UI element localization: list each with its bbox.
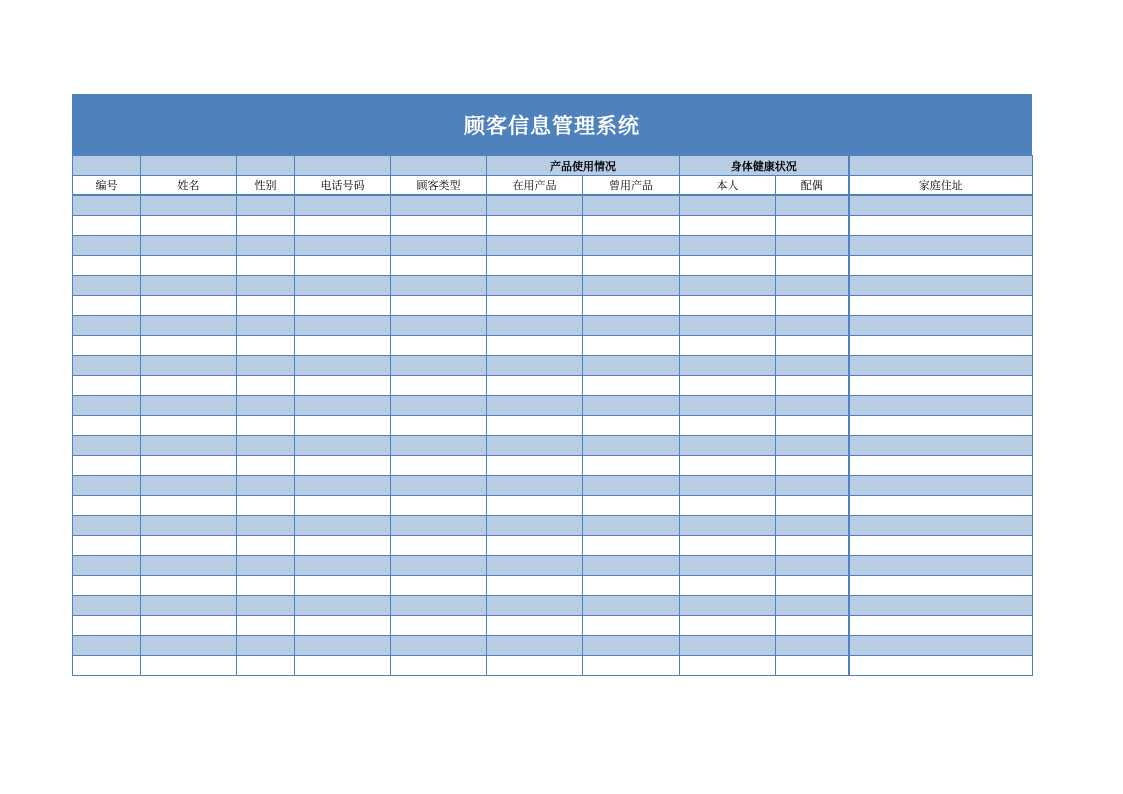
cell-phone[interactable] <box>295 256 391 276</box>
table-row <box>73 536 1033 556</box>
cell-id[interactable] <box>73 236 141 256</box>
cell-past-product[interactable] <box>583 476 680 496</box>
cell-self[interactable] <box>680 376 776 396</box>
cell-id[interactable] <box>73 416 141 436</box>
cell-self[interactable] <box>680 616 776 636</box>
cell-home-address[interactable] <box>849 636 1033 656</box>
cell-id[interactable] <box>73 396 141 416</box>
cell-id[interactable] <box>73 456 141 476</box>
cell-gender[interactable] <box>237 636 295 656</box>
cell-phone[interactable] <box>295 296 391 316</box>
cell-current-product[interactable] <box>487 376 583 396</box>
column-header-home-address[interactable]: 家庭住址 <box>849 176 1033 196</box>
cell-phone[interactable] <box>295 336 391 356</box>
cell-home-address[interactable] <box>849 296 1033 316</box>
cell-name[interactable] <box>141 556 237 576</box>
cell-current-product[interactable] <box>487 496 583 516</box>
cell-past-product[interactable] <box>583 195 680 216</box>
cell-name[interactable] <box>141 316 237 336</box>
cell-current-product[interactable] <box>487 436 583 456</box>
cell-current-product[interactable] <box>487 616 583 636</box>
cell-customer-type[interactable] <box>391 656 487 676</box>
cell-past-product[interactable] <box>583 616 680 636</box>
cell-current-product[interactable] <box>487 556 583 576</box>
cell-self[interactable] <box>680 636 776 656</box>
cell-current-product[interactable] <box>487 536 583 556</box>
cell-phone[interactable] <box>295 456 391 476</box>
cell-customer-type[interactable] <box>391 476 487 496</box>
cell-customer-type[interactable] <box>391 516 487 536</box>
table-row <box>73 576 1033 596</box>
cell-gender[interactable] <box>237 656 295 676</box>
cell-home-address[interactable] <box>849 616 1033 636</box>
cell-spouse[interactable] <box>776 576 849 596</box>
cell-past-product[interactable] <box>583 456 680 476</box>
table-row <box>73 496 1033 516</box>
cell-spouse[interactable] <box>776 316 849 336</box>
cell-past-product[interactable] <box>583 296 680 316</box>
cell-name[interactable] <box>141 516 237 536</box>
cell-gender[interactable] <box>237 576 295 596</box>
cell-customer-type[interactable] <box>391 276 487 296</box>
cell-phone[interactable] <box>295 316 391 336</box>
cell-phone[interactable] <box>295 376 391 396</box>
cell-phone[interactable] <box>295 476 391 496</box>
cell-home-address[interactable] <box>849 596 1033 616</box>
cell-name[interactable] <box>141 396 237 416</box>
cell-current-product[interactable] <box>487 256 583 276</box>
cell-name[interactable] <box>141 276 237 296</box>
column-header-name[interactable]: 姓名 <box>141 176 237 196</box>
cell-spouse[interactable] <box>776 436 849 456</box>
sheet-title: 顾客信息管理系统 <box>464 112 640 138</box>
cell-current-product[interactable] <box>487 476 583 496</box>
cell-self[interactable] <box>680 436 776 456</box>
cell-self[interactable] <box>680 276 776 296</box>
cell-customer-type[interactable] <box>391 596 487 616</box>
cell-spouse[interactable] <box>776 656 849 676</box>
cell-self[interactable] <box>680 236 776 256</box>
cell-spouse[interactable] <box>776 496 849 516</box>
table-row <box>73 296 1033 316</box>
cell-self[interactable] <box>680 556 776 576</box>
cell-current-product[interactable] <box>487 296 583 316</box>
cell-id[interactable] <box>73 656 141 676</box>
column-header-self[interactable]: 本人 <box>680 176 776 196</box>
cell-gender[interactable] <box>237 556 295 576</box>
cell-name[interactable] <box>141 296 237 316</box>
table-row <box>73 656 1033 676</box>
cell-self[interactable] <box>680 416 776 436</box>
cell-phone[interactable] <box>295 356 391 376</box>
cell-customer-type[interactable] <box>391 336 487 356</box>
cell-home-address[interactable] <box>849 516 1033 536</box>
table-row <box>73 636 1033 656</box>
cell-home-address[interactable] <box>849 436 1033 456</box>
cell-self[interactable] <box>680 256 776 276</box>
cell-name[interactable] <box>141 636 237 656</box>
cell-phone[interactable] <box>295 616 391 636</box>
cell-self[interactable] <box>680 336 776 356</box>
table-row <box>73 396 1033 416</box>
cell-phone[interactable] <box>295 636 391 656</box>
cell-customer-type[interactable] <box>391 556 487 576</box>
cell-current-product[interactable] <box>487 576 583 596</box>
cell-current-product[interactable] <box>487 195 583 216</box>
cell-self[interactable] <box>680 656 776 676</box>
column-header-customer-type[interactable]: 顾客类型 <box>391 176 487 196</box>
cell-self[interactable] <box>680 516 776 536</box>
cell-past-product[interactable] <box>583 356 680 376</box>
cell-home-address[interactable] <box>849 376 1033 396</box>
table-row <box>73 436 1033 456</box>
table-row <box>73 456 1033 476</box>
cell-self[interactable] <box>680 576 776 596</box>
cell-past-product[interactable] <box>583 596 680 616</box>
cell-home-address[interactable] <box>849 396 1033 416</box>
cell-id[interactable] <box>73 336 141 356</box>
cell-id[interactable] <box>73 516 141 536</box>
cell-past-product[interactable] <box>583 436 680 456</box>
cell-home-address[interactable] <box>849 336 1033 356</box>
cell-name[interactable] <box>141 456 237 476</box>
cell-home-address[interactable] <box>849 195 1033 216</box>
cell-customer-type[interactable] <box>391 416 487 436</box>
cell-customer-type[interactable] <box>391 256 487 276</box>
cell-phone[interactable] <box>295 656 391 676</box>
cell-customer-type[interactable] <box>391 456 487 476</box>
cell-spouse[interactable] <box>776 516 849 536</box>
cell-gender[interactable] <box>237 216 295 236</box>
cell-spouse[interactable] <box>776 556 849 576</box>
cell-name[interactable] <box>141 436 237 456</box>
cell-past-product[interactable] <box>583 256 680 276</box>
cell-spouse[interactable] <box>776 336 849 356</box>
cell-phone[interactable] <box>295 436 391 456</box>
cell-id[interactable] <box>73 216 141 236</box>
cell-current-product[interactable] <box>487 396 583 416</box>
cell-home-address[interactable] <box>849 496 1033 516</box>
group-cell[interactable] <box>391 156 487 176</box>
table-row <box>73 376 1033 396</box>
cell-phone[interactable] <box>295 195 391 216</box>
cell-self[interactable] <box>680 536 776 556</box>
cell-past-product[interactable] <box>583 576 680 596</box>
cell-name[interactable] <box>141 236 237 256</box>
table-row <box>73 316 1033 336</box>
cell-current-product[interactable] <box>487 636 583 656</box>
cell-customer-type[interactable] <box>391 376 487 396</box>
cell-current-product[interactable] <box>487 316 583 336</box>
cell-customer-type[interactable] <box>391 296 487 316</box>
cell-gender[interactable] <box>237 256 295 276</box>
cell-past-product[interactable] <box>583 316 680 336</box>
cell-customer-type[interactable] <box>391 576 487 596</box>
column-header-current-product[interactable]: 在用产品 <box>487 176 583 196</box>
cell-current-product[interactable] <box>487 596 583 616</box>
cell-gender[interactable] <box>237 616 295 636</box>
cell-phone[interactable] <box>295 596 391 616</box>
table-row <box>73 556 1033 576</box>
table-row <box>73 416 1033 436</box>
cell-phone[interactable] <box>295 516 391 536</box>
column-header-past-product[interactable]: 曾用产品 <box>583 176 680 196</box>
table-row <box>73 476 1033 496</box>
cell-name[interactable] <box>141 356 237 376</box>
cell-past-product[interactable] <box>583 276 680 296</box>
cell-past-product[interactable] <box>583 516 680 536</box>
cell-id[interactable] <box>73 536 141 556</box>
column-header-id[interactable]: 编号 <box>73 176 141 196</box>
cell-spouse[interactable] <box>776 476 849 496</box>
cell-spouse[interactable] <box>776 356 849 376</box>
cell-past-product[interactable] <box>583 396 680 416</box>
cell-gender[interactable] <box>237 476 295 496</box>
cell-spouse[interactable] <box>776 376 849 396</box>
cell-gender[interactable] <box>237 436 295 456</box>
group-cell[interactable] <box>73 156 141 176</box>
cell-name[interactable] <box>141 476 237 496</box>
cell-home-address[interactable] <box>849 476 1033 496</box>
cell-name[interactable] <box>141 656 237 676</box>
cell-phone[interactable] <box>295 276 391 296</box>
cell-id[interactable] <box>73 195 141 216</box>
cell-id[interactable] <box>73 376 141 396</box>
table-row <box>73 276 1033 296</box>
cell-name[interactable] <box>141 616 237 636</box>
cell-self[interactable] <box>680 356 776 376</box>
cell-home-address[interactable] <box>849 356 1033 376</box>
cell-name[interactable] <box>141 576 237 596</box>
cell-name[interactable] <box>141 416 237 436</box>
cell-gender[interactable] <box>237 456 295 476</box>
cell-phone[interactable] <box>295 536 391 556</box>
cell-past-product[interactable] <box>583 236 680 256</box>
cell-spouse[interactable] <box>776 256 849 276</box>
group-cell[interactable] <box>849 156 1033 176</box>
cell-customer-type[interactable] <box>391 536 487 556</box>
cell-home-address[interactable] <box>849 276 1033 296</box>
table-row <box>73 616 1033 636</box>
group-header-product-usage[interactable]: 产品使用情况 <box>487 156 680 176</box>
cell-id[interactable] <box>73 556 141 576</box>
cell-past-product[interactable] <box>583 336 680 356</box>
table-row <box>73 516 1033 536</box>
cell-spouse[interactable] <box>776 276 849 296</box>
cell-self[interactable] <box>680 195 776 216</box>
cell-home-address[interactable] <box>849 576 1033 596</box>
column-header-spouse[interactable]: 配偶 <box>776 176 849 196</box>
cell-phone[interactable] <box>295 556 391 576</box>
cell-home-address[interactable] <box>849 256 1033 276</box>
cell-name[interactable] <box>141 496 237 516</box>
cell-customer-type[interactable] <box>391 616 487 636</box>
cell-id[interactable] <box>73 616 141 636</box>
group-cell[interactable] <box>237 156 295 176</box>
customer-table <box>72 155 1033 676</box>
column-header-gender[interactable]: 性别 <box>237 176 295 196</box>
cell-gender[interactable] <box>237 516 295 536</box>
cell-home-address[interactable] <box>849 416 1033 436</box>
cell-gender[interactable] <box>237 316 295 336</box>
cell-name[interactable] <box>141 195 237 216</box>
cell-id[interactable] <box>73 316 141 336</box>
cell-name[interactable] <box>141 376 237 396</box>
cell-id[interactable] <box>73 296 141 316</box>
cell-past-product[interactable] <box>583 376 680 396</box>
table-row <box>73 216 1033 236</box>
cell-current-product[interactable] <box>487 656 583 676</box>
cell-current-product[interactable] <box>487 456 583 476</box>
cell-spouse[interactable] <box>776 596 849 616</box>
cell-current-product[interactable] <box>487 516 583 536</box>
cell-spouse[interactable] <box>776 456 849 476</box>
cell-customer-type[interactable] <box>391 356 487 376</box>
cell-gender[interactable] <box>237 276 295 296</box>
cell-gender[interactable] <box>237 396 295 416</box>
cell-name[interactable] <box>141 336 237 356</box>
cell-phone[interactable] <box>295 236 391 256</box>
cell-past-product[interactable] <box>583 496 680 516</box>
cell-home-address[interactable] <box>849 456 1033 476</box>
cell-self[interactable] <box>680 596 776 616</box>
cell-home-address[interactable] <box>849 316 1033 336</box>
cell-gender[interactable] <box>237 376 295 396</box>
cell-customer-type[interactable] <box>391 396 487 416</box>
cell-self[interactable] <box>680 296 776 316</box>
cell-past-product[interactable] <box>583 556 680 576</box>
cell-id[interactable] <box>73 256 141 276</box>
cell-gender[interactable] <box>237 416 295 436</box>
cell-customer-type[interactable] <box>391 636 487 656</box>
cell-current-product[interactable] <box>487 236 583 256</box>
cell-spouse[interactable] <box>776 296 849 316</box>
group-header-row <box>73 156 1033 176</box>
cell-id[interactable] <box>73 596 141 616</box>
cell-past-product[interactable] <box>583 416 680 436</box>
cell-id[interactable] <box>73 356 141 376</box>
cell-id[interactable] <box>73 636 141 656</box>
table-row <box>73 356 1033 376</box>
cell-spouse[interactable] <box>776 536 849 556</box>
cell-gender[interactable] <box>237 296 295 316</box>
table-row <box>73 256 1033 276</box>
cell-spouse[interactable] <box>776 396 849 416</box>
cell-phone[interactable] <box>295 396 391 416</box>
cell-customer-type[interactable] <box>391 216 487 236</box>
cell-home-address[interactable] <box>849 536 1033 556</box>
cell-id[interactable] <box>73 476 141 496</box>
cell-self[interactable] <box>680 216 776 236</box>
cell-home-address[interactable] <box>849 236 1033 256</box>
cell-customer-type[interactable] <box>391 195 487 216</box>
cell-gender[interactable] <box>237 496 295 516</box>
table-row <box>73 596 1033 616</box>
cell-spouse[interactable] <box>776 416 849 436</box>
cell-self[interactable] <box>680 396 776 416</box>
cell-spouse[interactable] <box>776 636 849 656</box>
cell-customer-type[interactable] <box>391 496 487 516</box>
column-header-row <box>73 176 1033 196</box>
group-header-health-status[interactable]: 身体健康状况 <box>680 156 849 176</box>
column-header-phone[interactable]: 电话号码 <box>295 176 391 196</box>
cell-gender[interactable] <box>237 596 295 616</box>
cell-past-product[interactable] <box>583 656 680 676</box>
cell-name[interactable] <box>141 536 237 556</box>
cell-self[interactable] <box>680 316 776 336</box>
title-bar <box>72 94 1032 155</box>
cell-phone[interactable] <box>295 216 391 236</box>
cell-past-product[interactable] <box>583 216 680 236</box>
group-cell[interactable] <box>295 156 391 176</box>
cell-name[interactable] <box>141 256 237 276</box>
cell-past-product[interactable] <box>583 536 680 556</box>
cell-gender[interactable] <box>237 236 295 256</box>
cell-id[interactable] <box>73 436 141 456</box>
cell-gender[interactable] <box>237 336 295 356</box>
group-cell[interactable] <box>141 156 237 176</box>
cell-home-address[interactable] <box>849 656 1033 676</box>
table-row <box>73 236 1033 256</box>
cell-phone[interactable] <box>295 576 391 596</box>
cell-gender[interactable] <box>237 195 295 216</box>
cell-spouse[interactable] <box>776 216 849 236</box>
cell-spouse[interactable] <box>776 236 849 256</box>
cell-self[interactable] <box>680 476 776 496</box>
cell-spouse[interactable] <box>776 616 849 636</box>
cell-id[interactable] <box>73 576 141 596</box>
cell-current-product[interactable] <box>487 336 583 356</box>
cell-phone[interactable] <box>295 416 391 436</box>
table-row <box>73 336 1033 356</box>
cell-customer-type[interactable] <box>391 316 487 336</box>
cell-current-product[interactable] <box>487 416 583 436</box>
cell-customer-type[interactable] <box>391 236 487 256</box>
cell-customer-type[interactable] <box>391 436 487 456</box>
table-row <box>73 195 1033 216</box>
cell-gender[interactable] <box>237 356 295 376</box>
cell-current-product[interactable] <box>487 356 583 376</box>
cell-self[interactable] <box>680 456 776 476</box>
cell-current-product[interactable] <box>487 276 583 296</box>
cell-gender[interactable] <box>237 536 295 556</box>
cell-spouse[interactable] <box>776 195 849 216</box>
customer-sheet <box>72 94 1032 676</box>
cell-id[interactable] <box>73 496 141 516</box>
cell-home-address[interactable] <box>849 216 1033 236</box>
cell-past-product[interactable] <box>583 636 680 656</box>
cell-phone[interactable] <box>295 496 391 516</box>
cell-name[interactable] <box>141 596 237 616</box>
cell-name[interactable] <box>141 216 237 236</box>
cell-id[interactable] <box>73 276 141 296</box>
cell-home-address[interactable] <box>849 556 1033 576</box>
cell-self[interactable] <box>680 496 776 516</box>
cell-current-product[interactable] <box>487 216 583 236</box>
